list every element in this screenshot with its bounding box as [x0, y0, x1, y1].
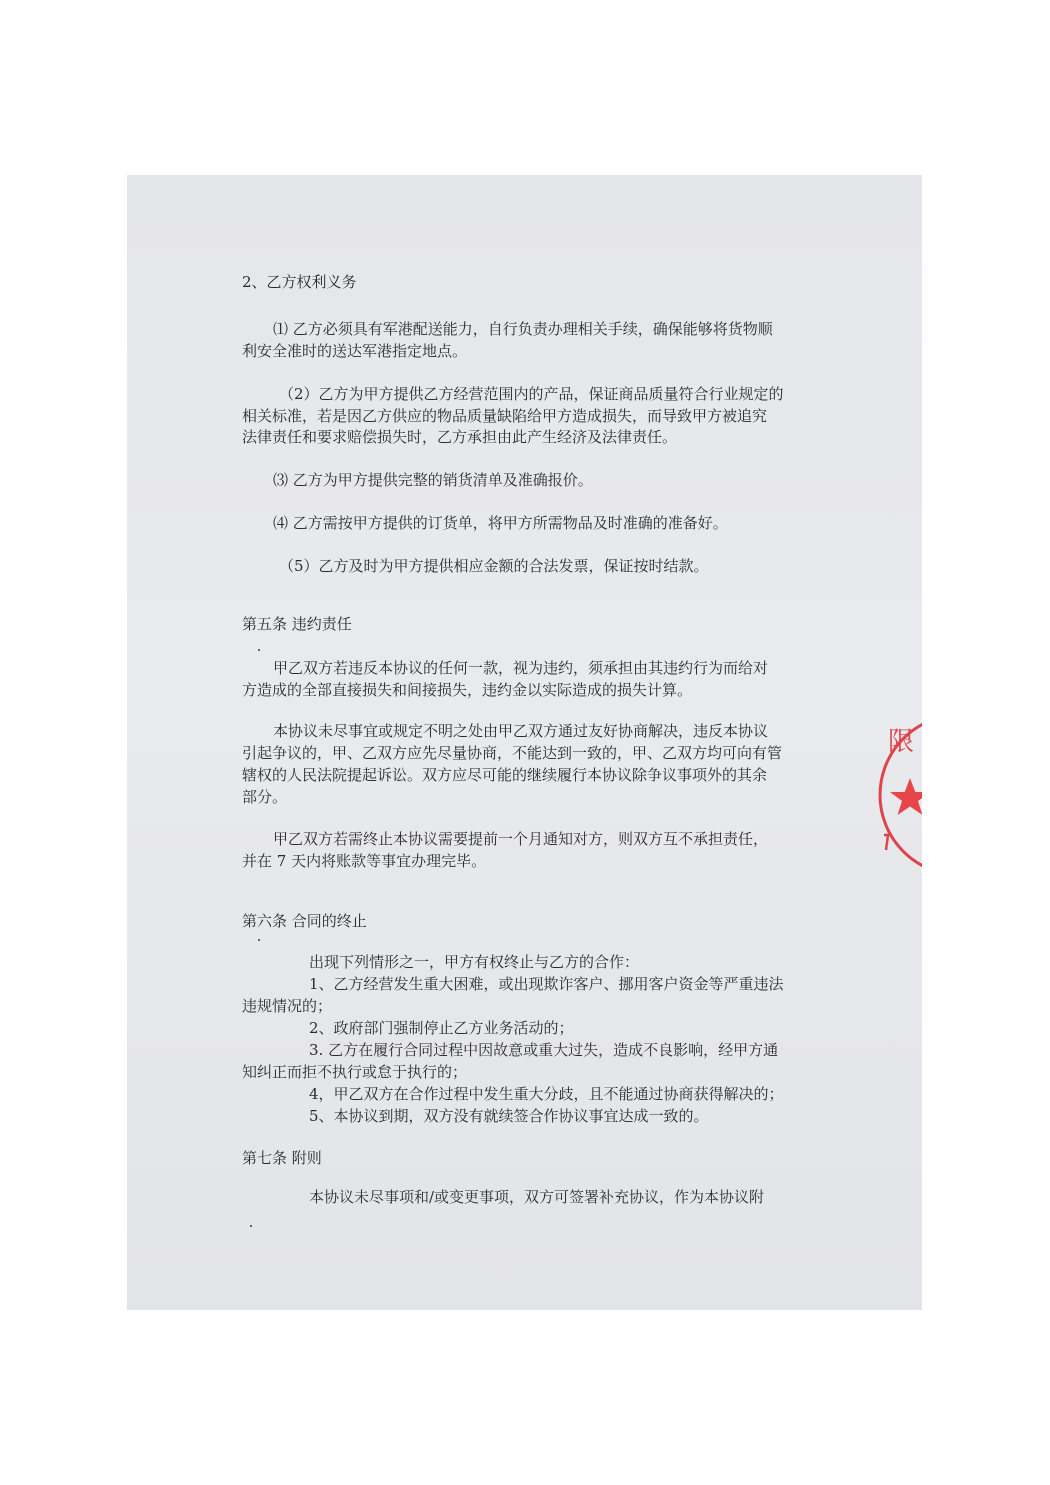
article-6-item-5: 5、本协议到期，双方没有就续签合作协议事宜达成一致的。 [309, 1107, 709, 1125]
article-7-para-1: 本协议未尽事项和/或变更事项，双方可签署补充协议，作为本协议附 [309, 1188, 765, 1206]
speck [258, 649, 260, 651]
clause-1-line-2: 利安全准时的送达军港指定地点。 [242, 342, 468, 360]
article-5-para-3-line-1: 甲乙双方若需终止本协议需要提前一个月通知对方，则双方互不承担责任， [273, 830, 769, 848]
speck [258, 939, 260, 941]
article-6-intro: 出现下列情形之一，甲方有权终止与乙方的合作： [309, 953, 640, 971]
clause-2-line-3: 法律责任和要求赔偿损失时，乙方承担由此产生经济及法律责任。 [242, 428, 678, 446]
seal-graphic [868, 710, 922, 880]
article-6-item-3-line-2: 知纠正而拒不执行或怠于执行的； [242, 1063, 468, 1081]
article-5-para-1-line-1: 甲乙双方若违反本协议的任何一款，视为违约，须承担由其违约行为而给对 [273, 659, 769, 677]
speck [250, 1225, 252, 1227]
article-5-para-2-line-2: 引起争议的，甲、乙双方应先尽量协商，不能达到一致的，甲、乙双方均可向有管 [242, 744, 783, 762]
article-5-para-2-line-1: 本协议未尽事宜或规定不明之处由甲乙双方通过友好协商解决，违反本协议 [273, 722, 769, 740]
clause-4: ⑷ 乙方需按甲方提供的订货单，将甲方所需物品及时准确的准备好。 [273, 514, 728, 532]
section-heading: 2、乙方权利义务 [242, 273, 357, 291]
clause-3: ⑶ 乙方为甲方提供完整的销货清单及准确报价。 [273, 471, 593, 489]
article-6-heading: 第六条 合同的终止 [242, 912, 367, 930]
clause-2-line-2: 相关标准，若是因乙方供应的物品质量缺陷给甲方造成损失，而导致甲方被追究 [242, 407, 768, 425]
article-7-heading: 第七条 附则 [242, 1149, 322, 1167]
clause-5: （5）乙方及时为甲方提供相应金额的合法发票，保证按时结款。 [279, 557, 709, 575]
article-5-para-2-line-3: 辖权的人民法院提起诉讼。双方应尽可能的继续履行本协议除争议事项外的其余 [242, 766, 768, 784]
clause-2-line-1: （2）乙方为甲方提供乙方经营范围内的产品，保证商品质量符合行业规定的 [279, 385, 784, 403]
clause-1-line-1: ⑴ 乙方必须具有军港配送能力，自行负责办理相关手续，确保能够将货物顺 [273, 320, 773, 338]
article-6-item-1-line-2: 违规情况的； [242, 997, 333, 1015]
article-5-para-2-line-4: 部分。 [242, 788, 288, 806]
article-5-para-3-line-2: 并在 7 天内将账款等事宜办理完毕。 [242, 852, 487, 870]
article-5-para-1-line-2: 方造成的全部直接损失和间接损失，违约金以实际造成的损失计算。 [242, 681, 693, 699]
red-star-icon [890, 778, 922, 815]
seal-text: 限 [888, 727, 915, 757]
company-seal [868, 710, 922, 880]
article-6-item-2: 2、政府部门强制停止乙方业务活动的； [309, 1019, 574, 1037]
article-5-heading: 第五条 违约责任 [242, 615, 352, 633]
article-6-item-4: 4，甲乙双方在合作过程中发生重大分歧，且不能通过协商获得解决的； [309, 1085, 784, 1103]
article-6-item-1-line-1: 1、乙方经营发生重大困难，或出现欺诈客户、挪用客户资金等严重违法 [309, 975, 784, 993]
article-6-item-3-line-1: 3. 乙方在履行合同过程中因故意或重大过失，造成不良影响，经甲方通 [309, 1041, 779, 1059]
